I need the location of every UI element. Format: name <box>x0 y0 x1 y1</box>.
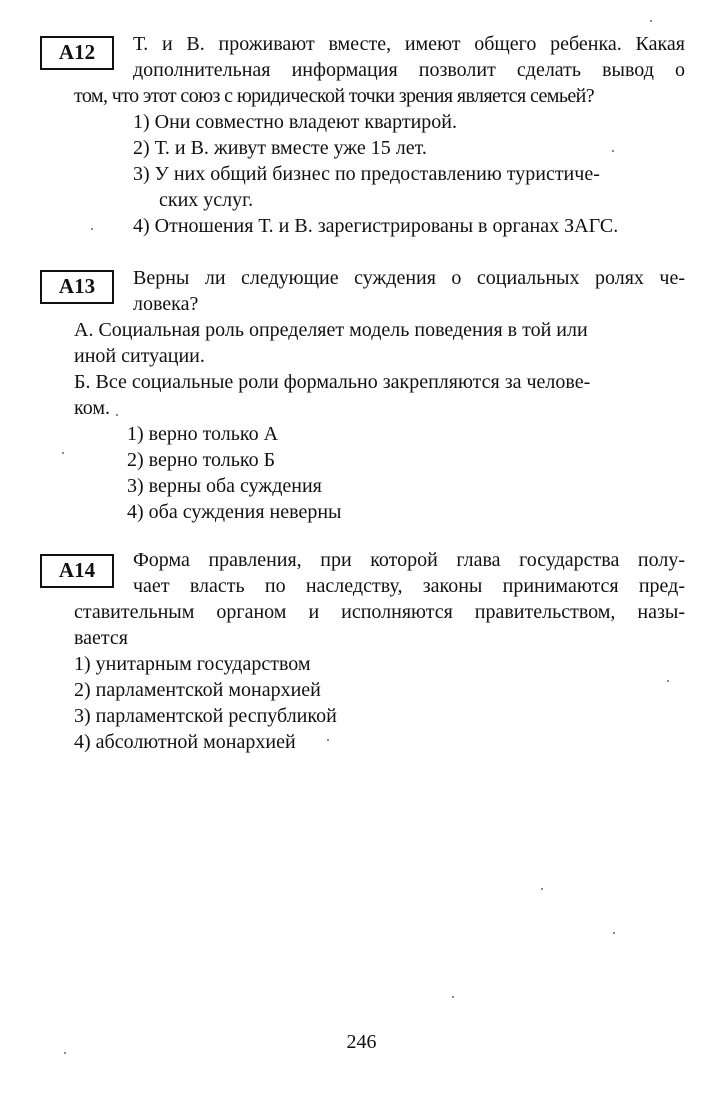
scan-speck <box>116 414 118 416</box>
question-a14-line-2: чает власть по наследству, законы принимаются пред- <box>133 575 685 597</box>
question-a13-option-2: 2) верно только Б <box>127 449 276 471</box>
question-a14-option-1: 1) унитарным государством <box>74 653 311 675</box>
question-a14-line-3: ставительным органом и исполняются правительством, назы- <box>74 601 685 623</box>
question-a13-option-1: 1) верно только А <box>127 423 279 445</box>
question-a14-option-4: 4) абсолютной монархией <box>74 731 296 753</box>
question-a12-option-3: 3) У них общий бизнес по предоставлению туристиче- <box>133 163 600 185</box>
question-a13-statement-a: А. Социальная роль определяет модель поведения в той или <box>74 319 588 341</box>
question-a12-option-3-cont: ских услуг. <box>159 189 254 211</box>
scan-speck <box>541 888 543 890</box>
scan-speck <box>452 996 454 998</box>
scan-speck <box>64 1052 66 1054</box>
question-tag-a13: A13 <box>40 270 114 304</box>
question-a13-option-3: 3) верны оба суждения <box>127 475 322 497</box>
question-a13-line-1: Верны ли следующие суждения о социальных ролях че- <box>133 267 685 289</box>
question-a12-option-1: 1) Они совместно владеют квартирой. <box>133 111 458 133</box>
page-number: 246 <box>346 1031 377 1053</box>
question-tag-a14: A14 <box>40 554 114 588</box>
scan-speck <box>667 680 669 682</box>
question-a14-option-2: 2) парламентской монархией <box>74 679 321 701</box>
question-a13-statement-a-cont: иной ситуации. <box>74 345 205 367</box>
question-a12-line-2: дополнительная информация позволит сделать вывод о <box>133 59 685 81</box>
question-a13-statement-b: Б. Все социальные роли формально закрепляются за челове- <box>74 371 591 393</box>
question-tag-a12: A12 <box>40 36 114 70</box>
question-a12-option-4: 4) Отношения Т. и В. зарегистрированы в органах ЗАГС. <box>133 215 619 237</box>
question-a13-line-2: ловека? <box>133 293 199 315</box>
question-a14-line-4: вается <box>74 627 128 649</box>
question-a12-option-2: 2) Т. и В. живут вместе уже 15 лет. <box>133 137 427 159</box>
question-a12-line-3: том, что этот союз с юридической точки зрения является семьей? <box>74 85 595 107</box>
scan-speck <box>612 150 614 152</box>
scan-speck <box>650 20 652 22</box>
question-a14-option-3: 3) парламентской республикой <box>74 705 337 727</box>
scan-speck <box>91 228 93 230</box>
question-a13-statement-b-cont: ком. <box>74 397 110 419</box>
question-a14-line-1: Форма правления, при которой глава государства полу- <box>133 549 685 571</box>
scan-speck <box>613 932 615 934</box>
question-a13-option-4: 4) оба суждения неверны <box>127 501 342 523</box>
scan-speck <box>62 452 64 454</box>
scan-speck <box>327 739 329 741</box>
question-a12-line-1: Т. и В. проживают вместе, имеют общего ребенка. Какая <box>133 33 685 55</box>
